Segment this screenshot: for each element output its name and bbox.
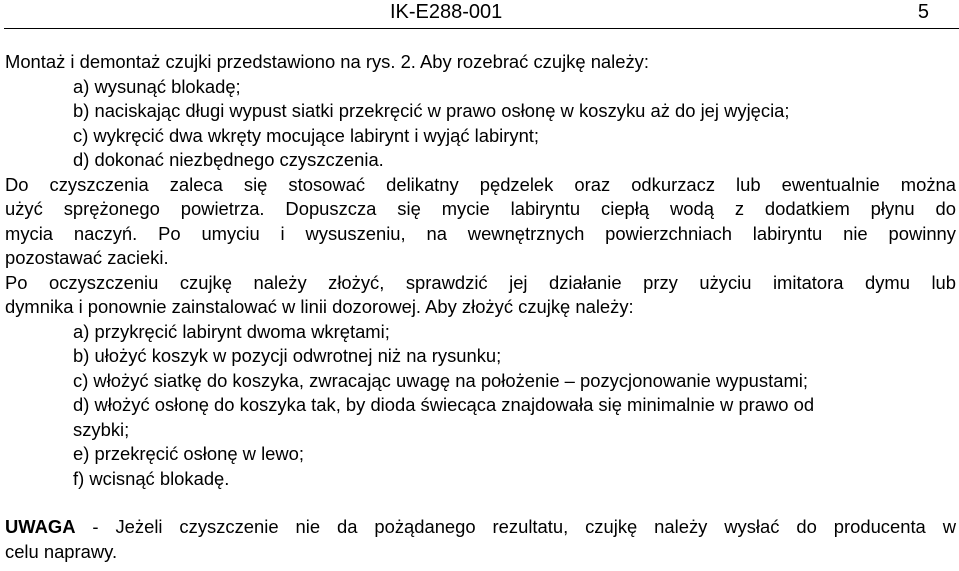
cleaning-line-3: mycia naczyń. Po umyciu i wysuszeniu, na wewnętrznych powierzchniach labiryntu nie powinny — [5, 222, 956, 244]
assembly-step-a: a) przykręcić labirynt dwoma wkrętami; — [73, 320, 390, 342]
assembly-step-c: c) włożyć siatkę do koszyka, zwracając uwagę na położenie – pozycjonowanie wypustami; — [73, 369, 808, 391]
assembly-step-f: f) wcisnąć blokadę. — [73, 467, 230, 489]
assembly-steps — [5, 320, 956, 492]
header-divider — [4, 28, 959, 29]
intro-line: Montaż i demontaż czujki przedstawiono na rys. 2. Aby rozebrać czujkę należy: — [5, 51, 649, 72]
warning-label: UWAGA — [5, 516, 76, 537]
warning-text: - Jeżeli czyszczenie nie da pożądanego rezultatu, czujkę należy wysłać do producenta w — [75, 516, 956, 537]
assembly-step-d-continued: szybki; — [73, 418, 130, 440]
assembly-paragraph — [5, 271, 956, 320]
assembly-line-2: dymnika i ponownie zainstalować w linii dozorowej. Aby złożyć czujkę należy: — [5, 296, 634, 317]
warning-line-2: celu naprawy. — [5, 540, 118, 562]
disassembly-steps — [5, 75, 956, 173]
page-number: 5 — [917, 1, 929, 23]
assembly-step-e: e) przekręcić osłonę w lewo; — [73, 443, 304, 464]
disassembly-step-c: c) wykręcić dwa wkręty mocujące labirynt i wyjąć labirynt; — [73, 124, 540, 146]
warning-line-1 — [5, 515, 956, 540]
cleaning-line-4: pozostawać zacieki. — [5, 247, 169, 268]
document-code: IK-E288-001 — [390, 1, 503, 23]
cleaning-paragraph — [5, 173, 956, 271]
page-header — [0, 0, 959, 26]
assembly-step-b: b) ułożyć koszyk w pozycji odwrotnej niż na rysunku; — [73, 345, 502, 366]
disassembly-step-d: d) dokonać niezbędnego czyszczenia. — [73, 149, 384, 170]
cleaning-line-1: Do czyszczenia zaleca się stosować delikatny pędzelek oraz odkurzacz lub ewentualnie można — [5, 173, 956, 195]
body-text — [5, 50, 956, 564]
warning-note — [5, 515, 956, 564]
assembly-line-1: Po oczyszczeniu czujkę należy złożyć, sprawdzić jej działanie przy użyciu imitatora dymu lub — [5, 271, 956, 293]
disassembly-step-b: b) naciskając długi wypust siatki przekręcić w prawo osłonę w koszyku aż do jej wyjęcia; — [73, 100, 790, 121]
cleaning-line-2: użyć sprężonego powietrza. Dopuszcza się mycie labiryntu ciepłą wodą z dodatkiem płynu do — [5, 198, 956, 219]
disassembly-step-a: a) wysunąć blokadę; — [73, 75, 241, 97]
assembly-step-d: d) włożyć osłonę do koszyka tak, by dioda świecąca znajdowała się minimalnie w prawo od — [73, 394, 815, 415]
paragraph-gap — [5, 491, 956, 515]
